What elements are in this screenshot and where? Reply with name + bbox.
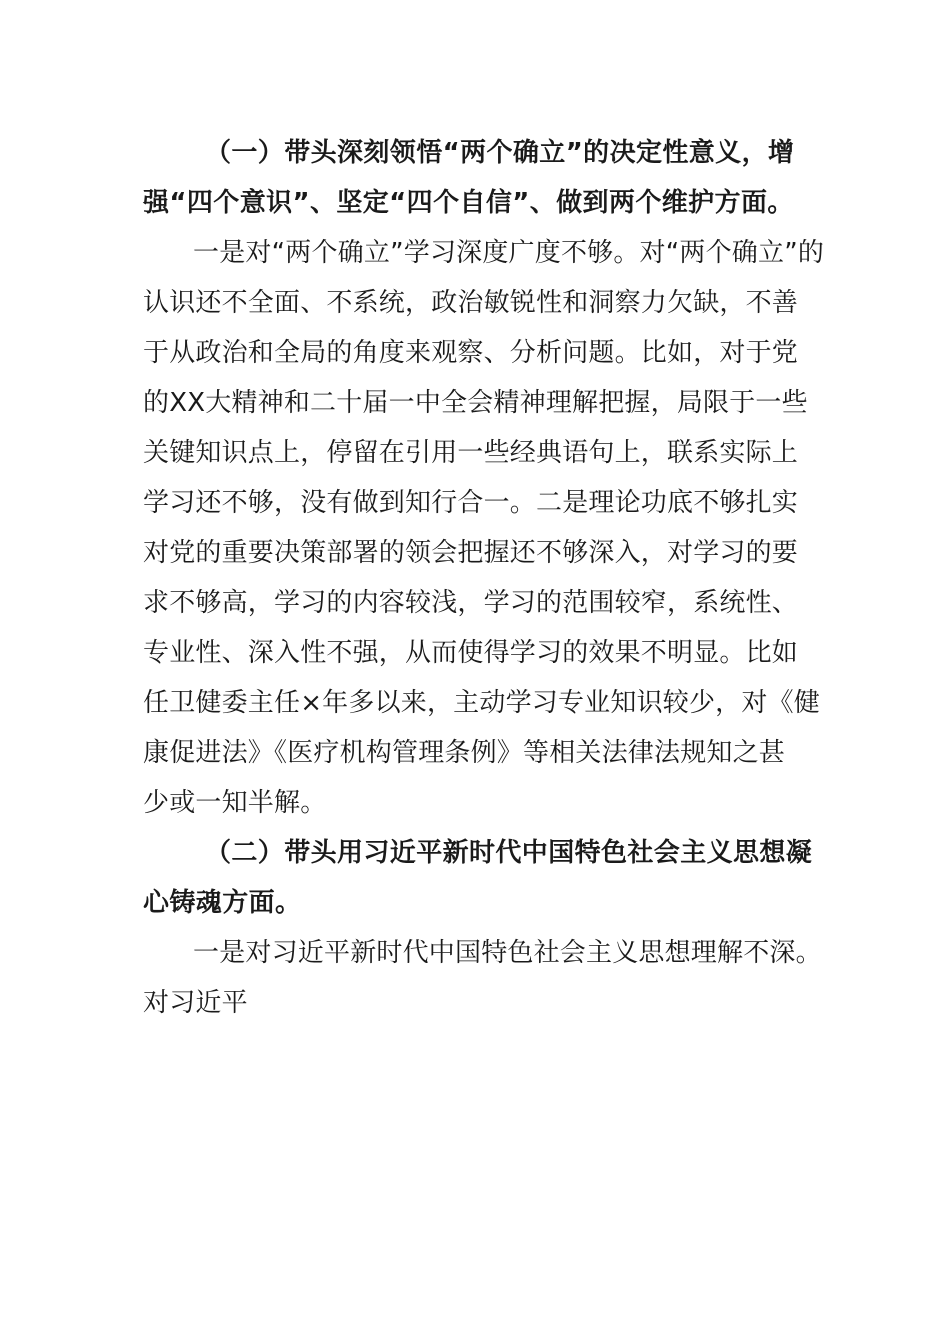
section-1-line-1: 一是对“两个确立”学习深度广度不够。对“两个确立”的 (193, 238, 825, 268)
section-1-line-10: 任卫健委主任×年多以来，主动学习专业知识较少，对《健 (143, 688, 820, 718)
section-1-heading-line-2: 强“四个意识”、坚定“四个自信”、做到两个维护方面。 (143, 188, 794, 218)
section-1-line-8: 求不够高，学习的内容较浅，学习的范围较窄，系统性、 (143, 588, 799, 618)
section-2-line-2: 对习近平 (143, 988, 248, 1018)
document-body (143, 128, 825, 1028)
section-1-heading-line-1: （一）带头深刻领悟“两个确立”的决定性意义，增 (205, 138, 795, 168)
section-1-line-3: 于从政治和全局的角度来观察、分析问题。比如，对于党 (143, 338, 799, 368)
section-1-line-4: 的XX大精神和二十届一中全会精神理解把握，局限于一些 (143, 388, 808, 418)
section-1-line-2: 认识还不全面、不系统，政治敏锐性和洞察力欠缺，不善 (143, 288, 799, 318)
section-1-paragraph (143, 228, 825, 828)
section-1-heading (143, 128, 813, 228)
section-2-paragraph (143, 928, 822, 1028)
section-2-heading (143, 828, 813, 928)
section-1-line-7: 对党的重要决策部署的领会把握还不够深入，对学习的要 (143, 538, 799, 568)
section-1-line-6: 学习还不够，没有做到知行合一。二是理论功底不够扎实 (143, 488, 799, 518)
section-2-heading-line-2: 心铸魂方面。 (143, 888, 302, 918)
section-1-line-11: 康促进法》《医疗机构管理条例》等相关法律法规知之甚 (143, 738, 786, 768)
section-2-heading-line-1: （二）带头用习近平新时代中国特色社会主义思想凝 (205, 838, 813, 868)
section-2-line-1: 一是对习近平新时代中国特色社会主义思想理解不深。 (193, 938, 822, 968)
section-1-line-12: 少或一知半解。 (143, 788, 327, 818)
section-1-line-9: 专业性、深入性不强，从而使得学习的效果不明显。比如 (143, 638, 799, 668)
section-1-line-5: 关键知识点上，停留在引用一些经典语句上，联系实际上 (143, 438, 799, 468)
